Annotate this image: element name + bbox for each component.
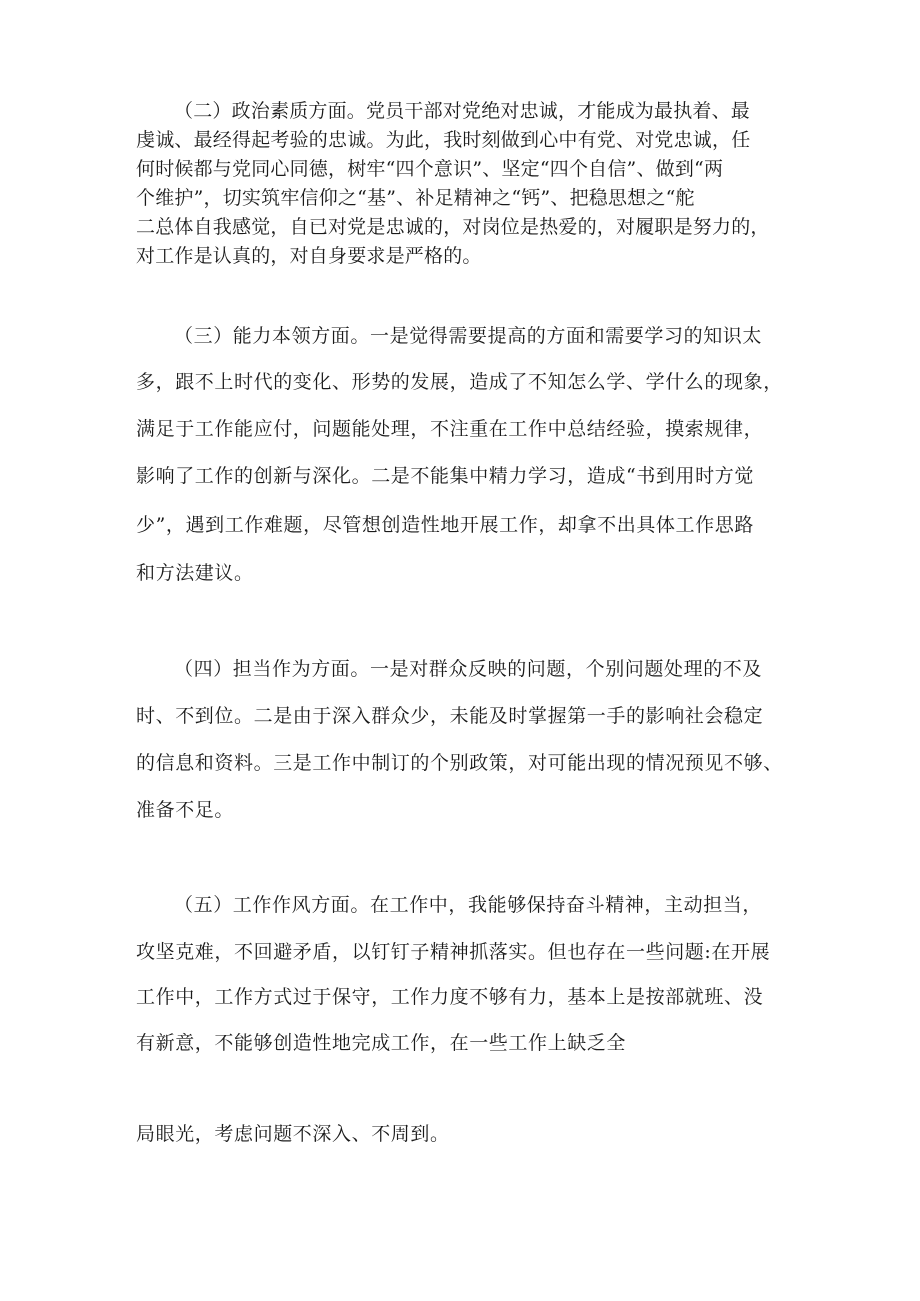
paragraph-line: 少”，遇到工作难题，尽管想创造性地开展工作，却拿不出具体工作思路 bbox=[136, 514, 754, 536]
paragraph-line: （四）担当作为方面。一是对群众反映的问题，个别问题处理的不及 bbox=[174, 658, 763, 680]
paragraph-line: （五）工作作风方面。在工作中，我能够保持奋斗精神，主动担当， bbox=[174, 894, 763, 916]
paragraph-line: 对工作是认真的，对自身要求是严格的。 bbox=[136, 245, 482, 267]
paragraph-line: （二）政治素质方面。党员干部对党绝对忠诚，才能成为最执着、最 bbox=[174, 100, 751, 122]
paragraph-line: 的信息和资料。三是工作中制订的个别政策，对可能出现的情况预见不够、 bbox=[136, 752, 783, 774]
paragraph-line: 何时候都与党同心同德，树牢“四个意识”、坚定“四个自信”、做到“两 bbox=[136, 158, 724, 180]
paragraph-line: 工作中，工作方式过于保守，工作力度不够有力，基本上是按部就班、没 bbox=[136, 986, 764, 1008]
paragraph-line: 攻坚克难，不回避矛盾，以钉钉子精神抓落实。但也存在一些问题:在开展 bbox=[136, 941, 771, 963]
paragraph-line: （三）能力本领方面。一是觉得需要提高的方面和需要学习的知识太 bbox=[174, 325, 763, 347]
paragraph-line: 影响了工作的创新与深化。二是不能集中精力学习，造成“书到用时方觉 bbox=[136, 465, 754, 487]
paragraph-line: 准备不足。 bbox=[136, 799, 235, 821]
paragraph-line: 和方法建议。 bbox=[136, 562, 254, 584]
paragraph-line: 时、不到位。二是由于深入群众少，未能及时掌握第一手的影响社会稳定 bbox=[136, 705, 764, 727]
paragraph-line: 满足于工作能应付，问题能处理，不注重在工作中总结经验，摸索规律， bbox=[136, 418, 764, 440]
paragraph-line: 二总体自我感觉，自已对党是忠诚的，对岗位是热爱的，对履职是努力的， bbox=[136, 216, 770, 238]
paragraph-line: 有新意，不能够创造性地完成工作，在一些工作上缺乏全 bbox=[136, 1032, 627, 1054]
paragraph-line: 虔诚、最经得起考验的忠诚。为此，我时刻做到心中有党、对党忠诚，任 bbox=[136, 129, 751, 151]
paragraph-line: 个维护”，切实筑牢信仰之“基”、补足精神之“钙”、把稳思想之“舵 bbox=[136, 187, 695, 209]
paragraph-line: 多，跟不上时代的变化、形势的发展，造成了不知怎么学、学什么的现象， bbox=[136, 371, 783, 393]
paragraph-line: 局眼光，考虑问题不深入、不周到。 bbox=[136, 1123, 450, 1145]
